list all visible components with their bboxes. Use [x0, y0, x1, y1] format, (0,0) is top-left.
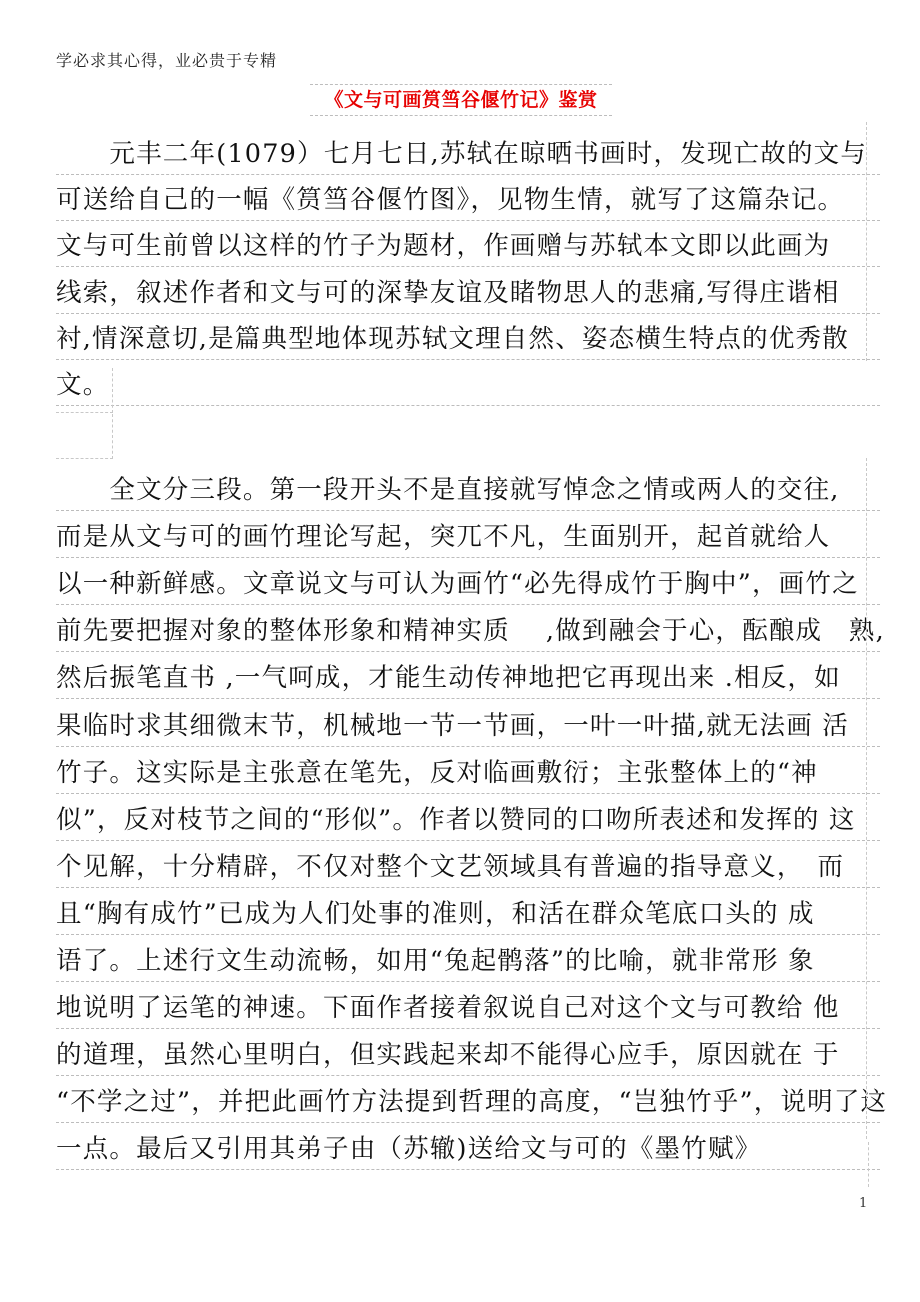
text-line [56, 466, 880, 511]
text-line-content: 衬,情深意切,是篇典型地体现苏轼文理自然、姿态横生特点的优秀散 [56, 323, 849, 354]
text-line [56, 1125, 880, 1170]
page-number: 1 [859, 1196, 868, 1211]
text-line [56, 130, 880, 175]
text-line-content: 竹子。这实际是主张意在笔先，反对临画敷衍；主张整体上的“神 [56, 757, 818, 788]
text-line-content: 地说明了运笔的神速。下面作者接着叙说自己对这个文与可教给 他 [56, 993, 840, 1024]
text-line-content: 然后振笔直书 ,一气呵成，才能生动传神地把它再现出来 .相反，如 [56, 663, 841, 694]
text-line [56, 890, 880, 935]
text-line-content: 而是从文与可的画竹理论写起，突兀不凡，生面别开，起首就给人 [56, 522, 831, 553]
text-line-content: 的道理，虽然心里明白，但实践起来却不能得心应手，原因就在 于 [56, 1040, 840, 1071]
text-line [56, 843, 880, 888]
text-line [56, 1078, 888, 1123]
text-line [56, 513, 880, 558]
guide-box [868, 1142, 869, 1187]
text-line-content: “不学之过”，并把此画竹方法提到哲理的高度，“岂独竹乎”，说明了这 [56, 1087, 888, 1118]
text-line [56, 315, 880, 360]
text-line-content: 且“胸有成竹”已成为人们处事的准则，和活在群众笔底口头的 成 [56, 898, 815, 929]
text-line-content: 文。 [56, 370, 110, 400]
text-line-content: 线索，叙述作者和文与可的深挚友谊及睹物思人的悲痛,写得庄谐相 [56, 277, 840, 308]
guide-box [56, 414, 113, 459]
text-line-content: 果临时求其细微末节，机械地一节一节画，一叶一叶描,就无法画 活 [56, 710, 849, 741]
text-line-content: 似”，反对枝节之间的“形似”。作者以赞同的口吻所表述和发挥的 这 [56, 804, 856, 835]
page-header-motto: 学必求其心得，业必贵于专精 [56, 51, 278, 70]
text-line [56, 937, 880, 982]
text-line-content: 元丰二年(1079）七月七日,苏轼在晾晒书画时，发现亡故的文与 [56, 139, 868, 169]
text-line-content: 语了。上述行文生动流畅，如用“兔起鹘落”的比喻，就非常形 象 [56, 946, 815, 976]
text-line [56, 560, 880, 605]
text-line-content: 可送给自己的一幅《筼筜谷偃竹图》，见物生情，就写了这篇杂记。 [56, 185, 845, 216]
text-line-content: 个见解，十分精辟，不仅对整个文艺领域具有普遍的指导意义， 而 [56, 851, 845, 882]
text-line-content: 以一种新鲜感。文章说文与可认为画竹“必先得成竹于胸中”，画竹之 [56, 569, 859, 600]
text-line [56, 796, 880, 841]
text-line [56, 361, 880, 406]
text-line [56, 269, 880, 314]
text-line-content: 文与可生前曾以这样的竹子为题材，作画赠与苏轼本文即以此画为 [56, 231, 831, 262]
text-line [56, 176, 880, 221]
text-line [56, 702, 880, 747]
text-line [56, 222, 880, 267]
text-line [56, 607, 885, 652]
text-line-content: 全文分三段。第一段开头不是直接就写悼念之情或两人的交往, [56, 475, 840, 505]
guide-box [866, 458, 867, 1139]
text-line [56, 654, 880, 699]
text-line [56, 1031, 880, 1076]
text-line [56, 749, 880, 794]
text-line [56, 984, 880, 1029]
text-line-content: 一点。最后又引用其弟子由（苏辙)送给文与可的《墨竹赋》 [56, 1134, 762, 1165]
text-line-content: 前先要把握对象的整体形象和精神实质 ,做到融会于心，酝酿成 熟, [56, 616, 885, 647]
guide-box [56, 368, 113, 413]
guide-box [866, 122, 867, 361]
document-title: 《文与可画筼筜谷偃竹记》鉴赏 [310, 84, 612, 116]
